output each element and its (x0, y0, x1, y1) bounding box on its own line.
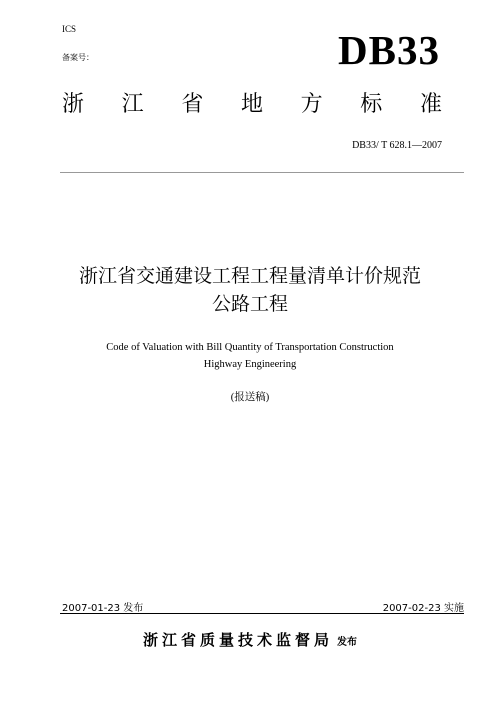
filing-number-label: 备案号： (62, 53, 94, 62)
issue-date: 2007-01-23 发布 (62, 603, 144, 614)
standard-type-char: 标 (360, 92, 383, 117)
implementation-date: 2007-02-23 实施 (382, 603, 464, 614)
publisher (0, 630, 500, 653)
title-line-2: 公路工程 (211, 293, 288, 315)
publisher-suffix: 发布 (337, 637, 357, 648)
footer-divider (60, 613, 464, 614)
english-title-line-1: Code of Valuation with Bill Quantity of Transportation Construction (106, 342, 394, 353)
header-divider (60, 172, 464, 173)
publisher-name: 浙江省质量技术监督局 (142, 631, 333, 649)
ics-label: ICS (62, 24, 77, 34)
standard-type (62, 94, 442, 116)
english-title-line-2: Highway Engineering (203, 359, 297, 370)
standard-type-char: 省 (181, 92, 204, 117)
document-title (0, 262, 500, 318)
standard-type-char: 方 (300, 92, 323, 117)
standard-number: DB33/ T 628.1—2007 (352, 140, 442, 151)
standard-type-char: 江 (121, 92, 144, 117)
draft-note: (报送稿) (230, 392, 270, 403)
standard-type-char: 准 (419, 92, 442, 117)
english-title (0, 339, 500, 373)
db-code: DB33 (338, 27, 440, 73)
standard-type-char: 地 (240, 92, 263, 117)
standard-type-char: 浙 (62, 92, 85, 117)
title-line-1: 浙江省交通建设工程工程量清单计价规范 (78, 265, 421, 287)
